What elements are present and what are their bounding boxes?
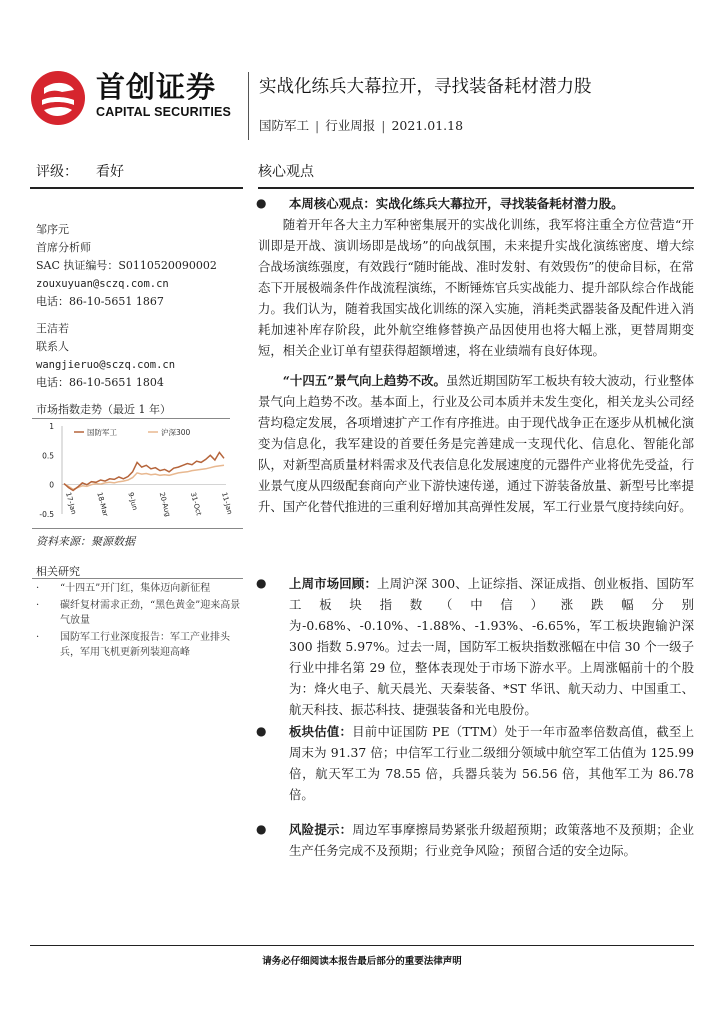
legend-label: 国防军工: [87, 428, 117, 437]
footer-rule: [30, 945, 694, 946]
valuation-section: [258, 721, 694, 805]
y-tick-label: 1: [49, 422, 54, 431]
report-meta: 国防军工 | 行业周报 | 2021.01.18: [259, 118, 464, 133]
legal-notice: 请务必仔细阅读本报告最后部分的重要法律声明: [262, 956, 462, 967]
analyst-role: 首席分析师: [36, 241, 91, 254]
y-tick-label: 0.5: [42, 451, 54, 461]
related-item[interactable]: · 国防军工行业深度报告：军工产业排头兵，军用飞机更新列装迎高峰: [36, 632, 230, 658]
market-index-chart: [30, 418, 234, 530]
bullet-icon: ●: [256, 724, 267, 738]
analyst-name: 王洁若: [36, 322, 69, 335]
section-paragraph: “十四五”景气向上趋势不改。虽然近期国防军工板块有较大波动，行业整体景气向上趋势不改。基本面上，行业及公司本质并未发生变化，相关龙头公司经营均稳定发展，各项增速扩产工作有序推进。由于现代战争正在逐步从机械化演变为信息化，我军建设的首要任务是完善建成一支现代化、信息化、智能化部队，对新型高质量材料需求及代表信息化发展速度的元器件产业将优先受益，行业景气度从四级配套商向产业下游快速传递，通过下游装备放量、新型号比率提升、国产化替代推进的三重利好增加其高弹性发展，军工行业景气度持续向好。: [258, 373, 695, 514]
core-views-heading: 核心观点: [258, 164, 314, 180]
analyst-email[interactable]: wangjieruo@sczq.com.cn: [36, 359, 176, 371]
analyst-phone: 电话：86-10-5651 1867: [36, 295, 164, 308]
core-view-section: [258, 193, 694, 517]
x-tick-label: 11-Jan: [220, 491, 234, 516]
analyst-email[interactable]: zouxuyuan@sczq.com.cn: [36, 278, 169, 290]
chart-title: 市场指数走势（最近 1 年）: [36, 403, 171, 416]
rating: [36, 163, 124, 181]
x-tick-label: 31-Oct: [188, 491, 203, 517]
market-review-section: [258, 573, 694, 720]
related-research-list: [34, 581, 244, 662]
company-logo-icon: [30, 70, 86, 126]
section-paragraph: 板块估值：目前中证国防 PE（TTM）处于一年市盈率倍数高值，截至上周末为 91.37 倍；中信军工行业二级细分领域中航空军工估值为 125.99 倍，航天军工为 78.55 倍，兵器兵装为 56.56 倍，其他军工为 86.78 倍。: [289, 724, 694, 802]
bullet-icon: ●: [256, 822, 267, 836]
analyst-sac: SAC 执证编号：S0110520090002: [36, 259, 217, 272]
section-lead: 本周核心观点：实战化练兵大幕拉开，寻找装备耗材潜力股。: [289, 196, 624, 211]
rating-value: 看好: [96, 164, 124, 180]
analyst-card: [36, 320, 175, 392]
y-tick-label: -0.5: [39, 510, 54, 519]
related-rule: [32, 578, 243, 579]
rating-label: 评级：: [36, 164, 78, 180]
brand-name-cn: 首创证券: [96, 70, 217, 104]
x-tick-label: 9-Jun: [126, 491, 139, 512]
bullet-icon: ●: [256, 576, 267, 590]
right-column-rule: [258, 187, 694, 189]
analyst-name: 邹序元: [36, 223, 69, 236]
industry-label: 国防军工: [259, 118, 310, 133]
related-research-heading: 相关研究: [36, 565, 80, 578]
risk-section: [258, 819, 694, 861]
x-tick-label: 18-Mar: [95, 491, 110, 518]
header-divider: [248, 72, 249, 140]
x-tick-label: 20-Aug: [157, 491, 172, 518]
x-tick-label: 17-Jan: [64, 491, 78, 516]
analyst-phone: 电话：86-10-5651 1804: [36, 376, 164, 389]
section-paragraph: 风险提示：周边军事摩擦局势紧张升级超预期；政策落地不及预期；企业生产任务完成不及预期；行业竞争风险；预留合适的安全边际。: [289, 822, 695, 858]
section-paragraph: 上周市场回顾：上周沪深 300、上证综指、深证成指、创业板指、国防军工板块指数（中信）涨跌幅分别为-0.68%、-0.10%、-1.88%、-1.93%、-6.65%，军工板块跑输沪深 300 指数 5.97%。过去一周，国防军工板块指数涨幅在中信 30 个一级子行业中排名第 29 位，整体表现处于市场下游水平。上周涨幅前十的个股为：烽火电子、航天晨光、天秦装备、*ST 华讯、航天动力、中国重工、航天科技、振芯科技、捷强装备和光电股份。: [289, 576, 695, 717]
section-paragraph: 随着开年各大主力军种密集展开的实战化训练，我军将注重全方位营造“开训即是开战、演训场即是战场”的向战氛围，未来提升实战化演练密度、增大综合战场演练强度，有效践行“随时能战、准时发射、有效毁伤”的使命目标，在常态下开展极端条件作战流程演练，不断锤炼官兵实战能力、提升部队综合作战能力。我们认为，随着我国实战化训练的深入实施，消耗类武器装备及配件进入消耗加速补库存阶段，此外航空维修替换产品因使用也将大幅上涨，更替周期变短，相关企业订单有望获得超额增速，将在业绩端有良好体现。: [258, 217, 694, 358]
related-item[interactable]: · “十四五”开门红，集体迈向新征程: [36, 583, 211, 594]
chart-source: 资料来源：聚源数据: [36, 535, 135, 548]
bullet-icon: ●: [256, 196, 267, 210]
analyst-card: [36, 221, 217, 311]
legend-label: 沪深300: [161, 428, 191, 437]
report-type-label: 行业周报: [325, 118, 376, 133]
report-date: 2021.01.18: [391, 118, 464, 133]
series-line: [64, 465, 224, 489]
analyst-role: 联系人: [36, 340, 69, 353]
related-item[interactable]: · 碳纤复材需求正劲，“黑色黄金”迎来高景气放量: [36, 600, 241, 626]
report-title: 实战化练兵大幕拉开，寻找装备耗材潜力股: [259, 77, 592, 97]
chart-bottom-rule: [32, 528, 243, 529]
brand-name-en: CAPITAL SECURITIES: [96, 105, 232, 119]
y-tick-label: 0: [49, 480, 54, 490]
left-column-rule: [30, 187, 243, 189]
